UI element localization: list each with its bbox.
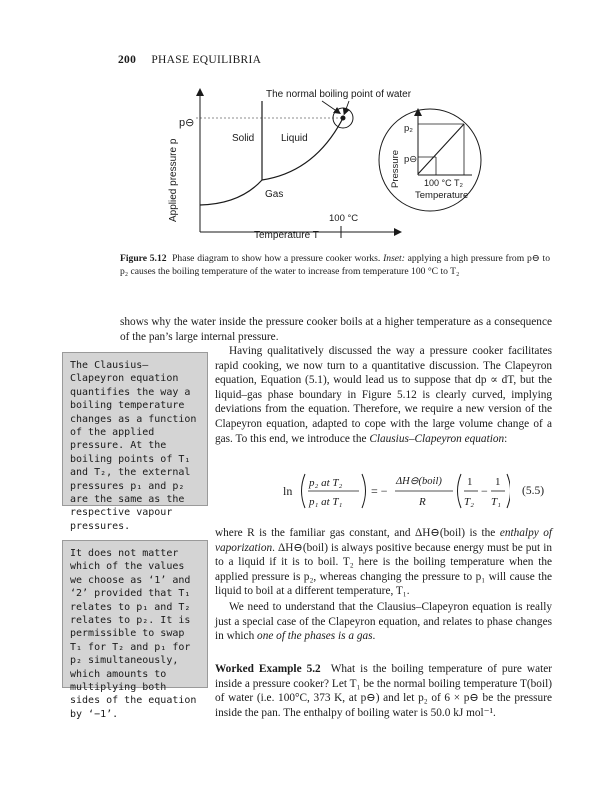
caption-inset-word: Inset: bbox=[383, 253, 405, 264]
eq-rhs-den: R bbox=[419, 496, 426, 508]
inset-x-label: Temperature bbox=[415, 190, 469, 201]
enthalpy-term: enthalpy of vaporization bbox=[215, 527, 553, 554]
boiling-point-dot bbox=[341, 116, 346, 121]
eq-ln: ln bbox=[283, 484, 293, 498]
inset-y-label: Pressure bbox=[390, 149, 401, 188]
worked-example-text: What is the boiling temperature of pure water inside a pressure cooker? Let T₁ be the normal boiling temperature T(boil) of water (i.e. 100°C, 373 K, at p⊖) and let p₂ of 6 × p⊖ be the pressure inside the pan. The enthalpy of boiling water is 50.0 kJ mol⁻¹. bbox=[215, 663, 553, 719]
paragraph-4-text: We need to understand that the Clausius–Clapeyron equation is really just a special case of the Clapeyron equation, and relates to phase changes in which bbox=[215, 601, 552, 643]
paragraph-3-text: where R is the familiar gas constant, and ΔH⊖(boil) is the bbox=[215, 527, 500, 539]
eq-minus: − bbox=[481, 484, 488, 498]
worked-example-label: Worked Example 5.2 bbox=[215, 663, 321, 675]
clausius-clapeyron-equation bbox=[275, 462, 510, 520]
paragraph-4 bbox=[215, 600, 552, 644]
paragraph-1: shows why the water inside the pressure cooker boils at a higher temperature as a consequence of the pan’s large internal pressure. bbox=[120, 316, 552, 343]
inset-p0-label: p⊖ bbox=[404, 154, 418, 165]
eq-t2: T₂ bbox=[464, 496, 474, 508]
inset-x-ticks: 100 °C T₂ bbox=[424, 178, 463, 188]
caption-text-2: applying a high pressure from p⊖ to p₂ causes the boiling temperature of the water to increase from temperature 100 °C to T₂ bbox=[120, 253, 550, 278]
page-number: 200 bbox=[118, 54, 137, 66]
figure-caption bbox=[120, 252, 550, 279]
y-axis-label: Applied pressure p bbox=[168, 138, 179, 222]
caption-label: Figure 5.12 bbox=[120, 253, 167, 264]
paragraph-2-end: : bbox=[504, 432, 508, 445]
eq-right-paren-2 bbox=[507, 474, 510, 508]
x-axis-label: Temperature T bbox=[254, 230, 319, 241]
x-tick-label: 100 °C bbox=[329, 213, 359, 224]
inset-p2-label: p₂ bbox=[404, 123, 413, 134]
equation-number: (5.5) bbox=[522, 485, 545, 497]
clausius-clapeyron-term: Clausius–Clapeyron equation bbox=[369, 432, 505, 445]
paragraph-2-text: Having qualitatively discussed the way a pressure cooker facilitates rapid cooking, we now turn to a quantitative discussion. The Clapeyron equation, Equation (5.1), would lead us to suppose that dp ∝ dT, but the liquid–gas phase boundary in Figure 5.12 is clearly curved, implying deviations from the equation. Therefore, we require a new version of the Clapeyron equation, adapted to cope with the large volume change of a gas. To this end, we introduce the bbox=[215, 345, 552, 445]
eq-left-paren-2 bbox=[458, 474, 462, 508]
eq-equals: = − bbox=[371, 484, 388, 498]
gas-phase-emphasis: one of the phases is a gas bbox=[257, 630, 373, 643]
worked-example bbox=[215, 662, 552, 720]
paragraph-4-end: . bbox=[372, 630, 376, 643]
paragraph-3-rest: . ΔH⊖(boil) is always positive because energy must be put in to a liquid if it is to boil. T₂ here is the boiling temperature when the applied pressure is p₂, whereas changing the pressure to p₁ will cause the liquid to boil at a different temperature, T₁. bbox=[215, 541, 552, 598]
eq-left-paren-1 bbox=[302, 474, 306, 508]
callout-arrow bbox=[322, 101, 338, 112]
phase-diagram-figure bbox=[0, 0, 615, 250]
eq-one-b: 1 bbox=[495, 476, 501, 488]
eq-rhs-num: ΔH⊖(boil) bbox=[396, 476, 442, 487]
liquid-gas-boundary bbox=[262, 118, 343, 180]
solid-gas-boundary bbox=[200, 180, 262, 205]
eq-lhs-den: p₁ at T₁ bbox=[309, 496, 343, 508]
eq-right-paren-1 bbox=[362, 474, 366, 508]
region-gas: Gas bbox=[265, 189, 284, 200]
eq-lhs-num: p₂ at T₂ bbox=[309, 477, 343, 489]
caption-text-1: Phase diagram to show how a pressure cooker works. bbox=[172, 253, 384, 264]
margin-note-2: It does not matter which of the values we choose as ‘1’ and ‘2’ provided that T₁ relates to p₁ and T₂ relates to p₂. It is permissible to swap T₁ for T₂ and p₁ for p₂ simultaneously, which amounts to multiplying both sides of the equation by ‘−1’. bbox=[62, 540, 208, 688]
paragraph-3 bbox=[215, 526, 552, 599]
y-tick-label: p⊖ bbox=[179, 117, 195, 129]
margin-note-1: The Clausius–Clapeyron equation quantifies the way a boiling temperature changes as a function of the applied pressure. At the boiling points of T₁ and T₂, the external pressures p₁ and p₂ are the same as the respective vapour pressures. bbox=[62, 352, 208, 506]
eq-one-a: 1 bbox=[467, 476, 473, 488]
eq-t1: T₁ bbox=[491, 496, 501, 508]
region-liquid: Liquid bbox=[281, 133, 308, 144]
callout-label: The normal boiling point of water bbox=[266, 89, 412, 100]
running-title: PHASE EQUILIBRIA bbox=[151, 54, 262, 66]
callout-arrow-2 bbox=[345, 101, 349, 112]
region-solid: Solid bbox=[232, 133, 255, 144]
paragraph-2 bbox=[215, 344, 552, 446]
